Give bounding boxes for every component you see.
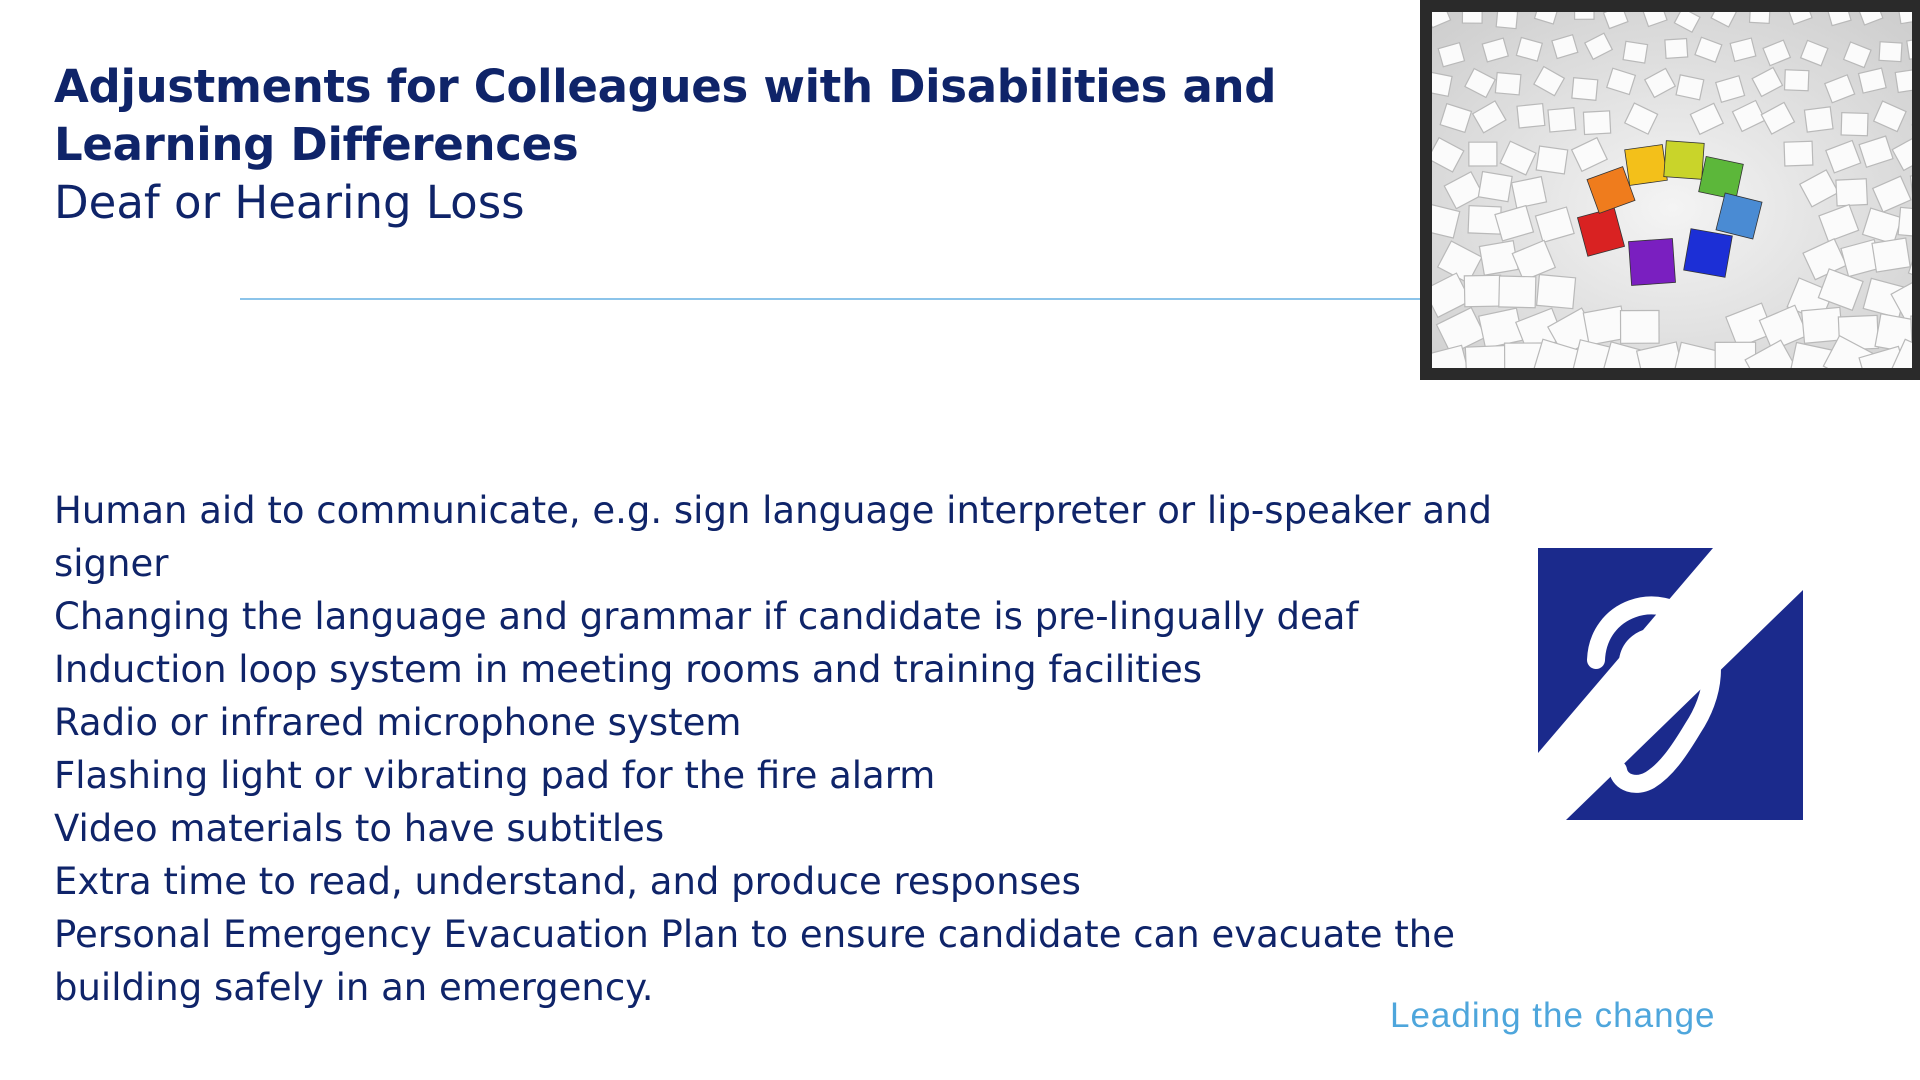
white-cube xyxy=(1583,111,1610,135)
cubes-photo xyxy=(1420,0,1920,380)
slide-subtitle: Deaf or Hearing Loss xyxy=(54,176,525,229)
white-cube xyxy=(1478,172,1512,202)
white-cube xyxy=(1512,177,1547,208)
white-cube xyxy=(1836,179,1867,206)
white-cube xyxy=(1575,12,1594,19)
list-item: Radio or infrared microphone system xyxy=(54,701,742,744)
white-cube xyxy=(1676,75,1704,100)
white-cube xyxy=(1465,345,1507,368)
title-block xyxy=(54,58,1354,232)
cubes-photo-image xyxy=(1432,12,1912,368)
white-cube xyxy=(1898,12,1912,24)
white-cube xyxy=(1548,108,1576,132)
slide-title-line-1: Adjustments for Colleagues with Disabilities and xyxy=(54,60,1277,113)
white-cube xyxy=(1623,41,1647,63)
white-cube xyxy=(1432,72,1452,96)
white-cube xyxy=(1499,276,1536,308)
white-cube xyxy=(1802,307,1843,343)
adjustments-list xyxy=(54,484,1574,1014)
hearing-loss-ear-icon xyxy=(1538,548,1803,820)
title-divider xyxy=(240,298,1420,300)
tagline: Leading the change xyxy=(1390,996,1716,1035)
white-cube xyxy=(1495,73,1521,95)
list-item: Changing the language and grammar if candidate is pre-lingually deaf xyxy=(54,595,1359,638)
white-cube xyxy=(1462,12,1482,23)
white-cube xyxy=(1872,238,1910,272)
white-cube xyxy=(1785,70,1809,91)
white-cube xyxy=(1536,146,1568,174)
white-cube xyxy=(1665,39,1688,59)
white-cube xyxy=(1804,107,1833,132)
list-item: Induction loop system in meeting rooms and training facilities xyxy=(54,648,1203,691)
list-item: Personal Emergency Evacuation Plan to ensure candidate can evacuate the building safely in an emergency. xyxy=(54,913,1455,1009)
white-cube xyxy=(1621,311,1660,344)
white-cube xyxy=(1464,275,1501,306)
white-cube xyxy=(1841,113,1868,136)
white-cube xyxy=(1496,12,1517,29)
white-cube xyxy=(1895,69,1912,92)
slide-title-line-2: Learning Differences xyxy=(54,118,579,171)
white-cube xyxy=(1469,142,1497,166)
list-item: Extra time to read, understand, and produce responses xyxy=(54,860,1081,903)
white-cube xyxy=(1750,12,1770,23)
white-cube xyxy=(1879,42,1902,62)
list-item: Video materials to have subtitles xyxy=(54,807,665,850)
white-cube xyxy=(1517,104,1545,128)
white-cube xyxy=(1537,275,1576,309)
white-cube xyxy=(1784,141,1813,166)
white-cube xyxy=(1898,207,1912,237)
white-cube xyxy=(1479,241,1518,276)
list-item: Human aid to communicate, e.g. sign language interpreter or lip-speaker and signer xyxy=(54,489,1492,585)
list-item: Flashing light or vibrating pad for the fire alarm xyxy=(54,754,936,797)
white-cube xyxy=(1572,78,1598,101)
